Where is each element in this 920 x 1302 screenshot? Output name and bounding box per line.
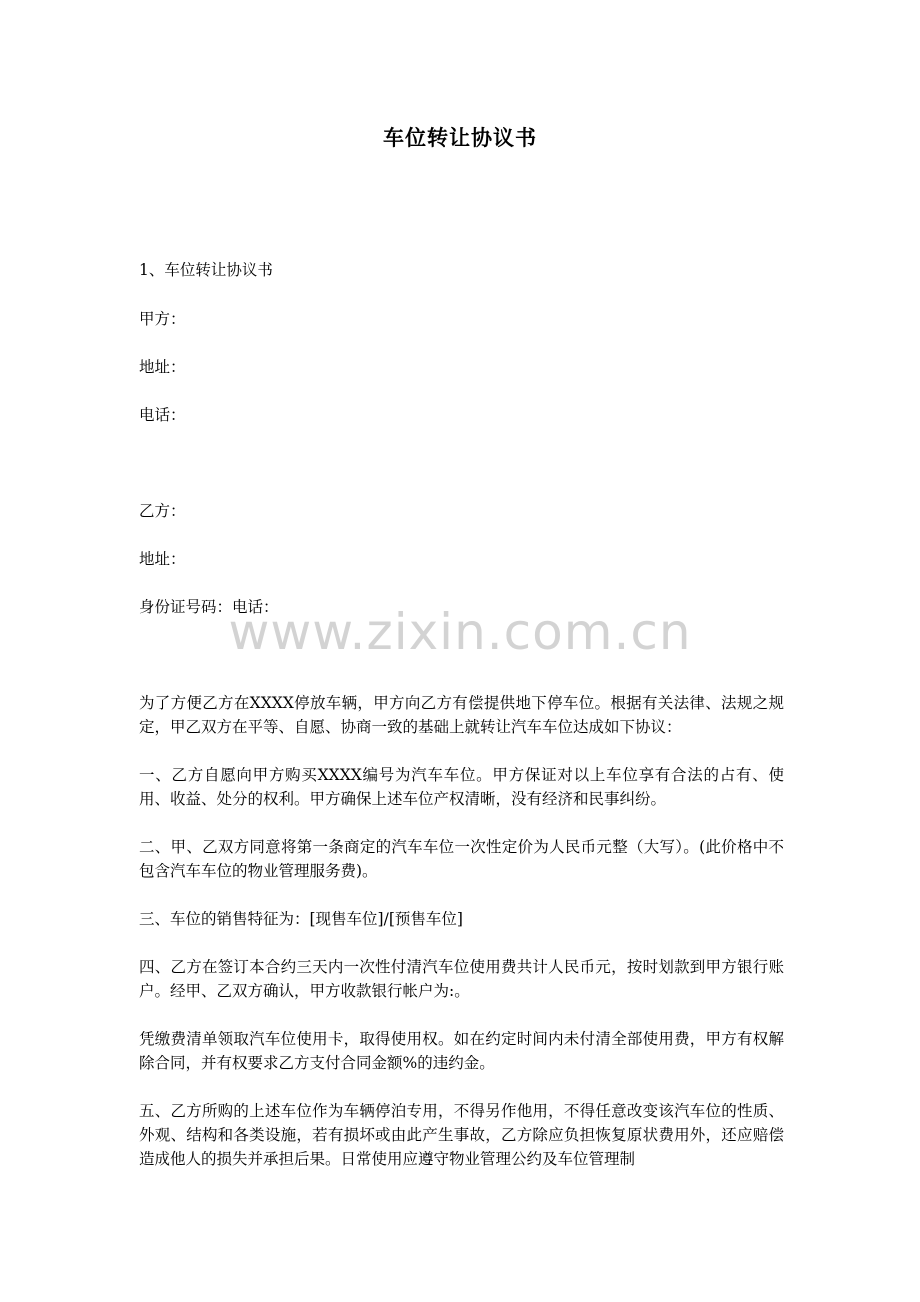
party-b-label: 乙方： [139, 502, 186, 520]
party-a-label: 甲方： [139, 310, 186, 328]
paragraph-clause-3: 三、车位的销售特征为：[现售车位]/[预售车位] [139, 910, 463, 928]
paragraph-clause-5: 五、乙方所购的上述车位作为车辆停泊专用，不得另作他用，不得任意改变该汽车位的性质、外观、结构和各类设施，若有损坏或由此产生事故，乙方除应负担恢复原状费用外，还应赔偿造成他人的损失并承担后果。日常使用应遵守物业管理公约及车位管理制 [139, 1102, 784, 1168]
party-a-address-label: 地址： [139, 358, 186, 376]
party-a-phone-label: 电话： [139, 406, 186, 424]
paragraph-clause-2: 二、甲、乙双方同意将第一条商定的汽车车位一次性定价为人民币元整（大写）。(此价格中不包含汽车车位的物业管理服务费)。 [139, 838, 784, 880]
paragraph-preamble: 为了方便乙方在XXXX停放车辆，甲方向乙方有偿提供地下停车位。根据有关法律、法规之规定，甲乙双方在平等、自愿、协商一致的基础上就转让汽车车位达成如下协议： [139, 694, 784, 736]
paragraph-clause-1: 一、乙方自愿向甲方购买XXXX编号为汽车车位。甲方保证对以上车位享有合法的占有、使用、收益、处分的权利。甲方确保上述车位产权清晰，没有经济和民事纠纷。 [139, 766, 784, 808]
party-b-id-phone-label: 身份证号码：电话： [139, 598, 279, 616]
paragraph-clause-4: 四、乙方在签订本合约三天内一次性付清汽车位使用费共计人民币元，按时划款到甲方银行账户。经甲、乙双方确认，甲方收款银行帐户为:。 [139, 958, 784, 1000]
document-title: 车位转让协议书 [383, 125, 537, 150]
watermark: www.zixin.com.cn [228, 603, 692, 661]
section-heading: 1、车位转让协议书 [139, 261, 273, 279]
party-b-address-label: 地址： [139, 550, 186, 568]
paragraph-clause-4-continued: 凭缴费清单领取汽车位使用卡，取得使用权。如在约定时间内未付清全部使用费，甲方有权解除合同，并有权要求乙方支付合同金额%的违约金。 [139, 1030, 784, 1072]
